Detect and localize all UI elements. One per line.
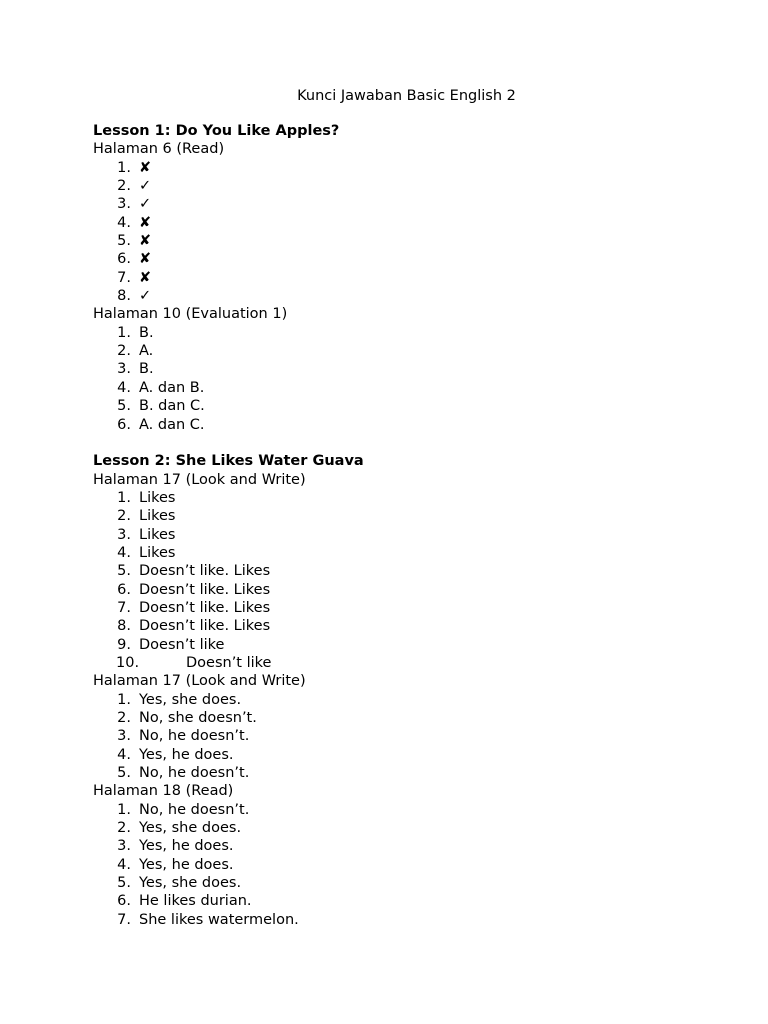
section-heading: Halaman 6 (Read) bbox=[93, 141, 225, 158]
item-answer: Yes, she does. bbox=[139, 820, 242, 837]
item-answer: Yes, he does. bbox=[139, 838, 234, 855]
item-number: 7. bbox=[117, 911, 131, 928]
list-item bbox=[93, 287, 728, 305]
list-item bbox=[93, 801, 728, 819]
item-answer: Yes, he does. bbox=[139, 856, 234, 873]
lesson-title: Lesson 1: Do You Like Apples? bbox=[93, 123, 340, 139]
item-number: 5. bbox=[117, 875, 131, 892]
list-item bbox=[93, 526, 728, 544]
item-answer: She likes watermelon. bbox=[139, 911, 299, 928]
list-item bbox=[93, 489, 728, 507]
item-number: 6. bbox=[117, 581, 131, 598]
item-answer: No, he doesn’t. bbox=[139, 801, 250, 818]
list-item bbox=[93, 764, 728, 782]
item-number: 3. bbox=[117, 838, 131, 855]
item-number: 7. bbox=[117, 599, 131, 616]
item-number: 4. bbox=[117, 214, 131, 231]
list-item bbox=[93, 617, 728, 635]
list-item bbox=[93, 874, 728, 892]
item-number: 3. bbox=[117, 728, 131, 745]
item-answer: B. dan C. bbox=[139, 398, 205, 415]
item-answer: A. dan C. bbox=[139, 416, 205, 433]
item-number: 5. bbox=[117, 563, 131, 580]
item-number: 2. bbox=[117, 343, 131, 360]
item-answer: Likes bbox=[139, 489, 176, 506]
item-answer: Doesn’t like. Likes bbox=[139, 599, 271, 616]
item-answer: ✘ bbox=[139, 214, 152, 231]
list-item bbox=[93, 562, 728, 580]
list-item bbox=[93, 379, 728, 397]
answer-list bbox=[93, 489, 728, 672]
item-number: 1. bbox=[117, 324, 131, 341]
list-item bbox=[93, 195, 728, 213]
section-heading: Halaman 10 (Evaluation 1) bbox=[93, 306, 288, 323]
list-item bbox=[93, 581, 728, 599]
list-item bbox=[93, 544, 728, 562]
list-item bbox=[93, 159, 728, 177]
list-item bbox=[93, 269, 728, 287]
item-answer: No, he doesn’t. bbox=[139, 728, 250, 745]
item-number: 2. bbox=[117, 508, 131, 525]
item-answer: ✘ bbox=[139, 251, 152, 268]
item-answer: Likes bbox=[139, 526, 176, 543]
list-item bbox=[93, 416, 728, 434]
list-item bbox=[93, 342, 728, 360]
item-number: 6. bbox=[117, 893, 131, 910]
item-answer: ✓ bbox=[139, 196, 152, 213]
list-item bbox=[93, 911, 728, 929]
list-item bbox=[93, 177, 728, 195]
list-item bbox=[93, 250, 728, 268]
list-item bbox=[93, 746, 728, 764]
item-number: 4. bbox=[117, 544, 131, 561]
document-body bbox=[93, 122, 728, 929]
item-number: 10. bbox=[116, 654, 140, 671]
item-answer: Yes, he does. bbox=[139, 746, 234, 763]
answer-list bbox=[93, 801, 728, 929]
list-item bbox=[93, 654, 728, 672]
item-answer: No, she doesn’t. bbox=[139, 710, 257, 726]
item-answer: ✓ bbox=[139, 178, 152, 195]
item-number: 1. bbox=[117, 489, 131, 506]
item-number: 6. bbox=[117, 251, 131, 268]
item-number: 3. bbox=[117, 196, 131, 213]
list-item bbox=[93, 507, 728, 525]
item-number: 5. bbox=[117, 398, 131, 415]
item-answer: ✘ bbox=[139, 159, 152, 176]
item-number: 1. bbox=[117, 159, 131, 176]
section-heading: Halaman 17 (Look and Write) bbox=[93, 471, 306, 488]
item-answer: ✘ bbox=[139, 269, 152, 286]
item-number: 9. bbox=[117, 636, 131, 653]
item-answer: Doesn’t like. Likes bbox=[139, 618, 271, 635]
item-answer: B. bbox=[139, 361, 154, 378]
item-number: 2. bbox=[117, 178, 131, 195]
section-spacer bbox=[93, 434, 728, 452]
item-answer: A. dan B. bbox=[139, 379, 205, 396]
list-item bbox=[93, 397, 728, 415]
item-answer: He likes durian. bbox=[139, 893, 252, 910]
item-number: 7. bbox=[117, 269, 131, 286]
list-item bbox=[93, 232, 728, 250]
item-answer: ✘ bbox=[139, 233, 152, 250]
item-answer: B. bbox=[139, 324, 154, 341]
item-answer: A. bbox=[139, 343, 154, 360]
list-item bbox=[93, 709, 728, 727]
item-number: 5. bbox=[117, 233, 131, 250]
item-answer: Doesn’t like. Likes bbox=[139, 581, 271, 598]
item-answer: Likes bbox=[139, 508, 176, 525]
answer-list bbox=[93, 691, 728, 783]
list-item bbox=[93, 727, 728, 745]
item-number: 3. bbox=[117, 526, 131, 543]
item-number: 3. bbox=[117, 361, 131, 378]
item-number: 4. bbox=[117, 746, 131, 763]
list-item bbox=[93, 324, 728, 342]
lesson-title: Lesson 2: She Likes Water Guava bbox=[93, 453, 364, 470]
list-item bbox=[93, 360, 728, 378]
item-number: 2. bbox=[117, 710, 131, 726]
section-heading: Halaman 18 (Read) bbox=[93, 783, 234, 800]
item-answer: ✓ bbox=[139, 288, 152, 305]
item-number: 8. bbox=[117, 288, 131, 305]
document-title: Kunci Jawaban Basic English 2 bbox=[297, 88, 516, 104]
item-answer: Doesn’t like bbox=[139, 636, 225, 653]
item-number: 1. bbox=[117, 801, 131, 818]
list-item bbox=[93, 691, 728, 709]
list-item bbox=[93, 892, 728, 910]
item-number: 6. bbox=[117, 416, 131, 433]
item-answer: Likes bbox=[139, 544, 176, 561]
list-item bbox=[93, 214, 728, 232]
item-number: 2. bbox=[117, 820, 131, 837]
list-item bbox=[93, 636, 728, 654]
answer-list bbox=[93, 159, 728, 306]
item-number: 8. bbox=[117, 618, 131, 635]
item-number: 1. bbox=[117, 691, 131, 708]
list-item bbox=[93, 856, 728, 874]
list-item bbox=[93, 819, 728, 837]
item-number: 5. bbox=[117, 765, 131, 782]
item-answer: Yes, she does. bbox=[139, 875, 242, 892]
item-answer: Yes, she does. bbox=[139, 691, 242, 708]
item-number: 4. bbox=[117, 856, 131, 873]
section-heading: Halaman 17 (Look and Write) bbox=[93, 673, 306, 690]
item-number: 4. bbox=[117, 379, 131, 396]
item-answer: Doesn’t like. Likes bbox=[139, 563, 271, 580]
item-answer: Doesn’t like bbox=[186, 654, 272, 671]
list-item bbox=[93, 837, 728, 855]
list-item bbox=[93, 599, 728, 617]
item-answer: No, he doesn’t. bbox=[139, 765, 250, 782]
answer-list bbox=[93, 324, 728, 434]
